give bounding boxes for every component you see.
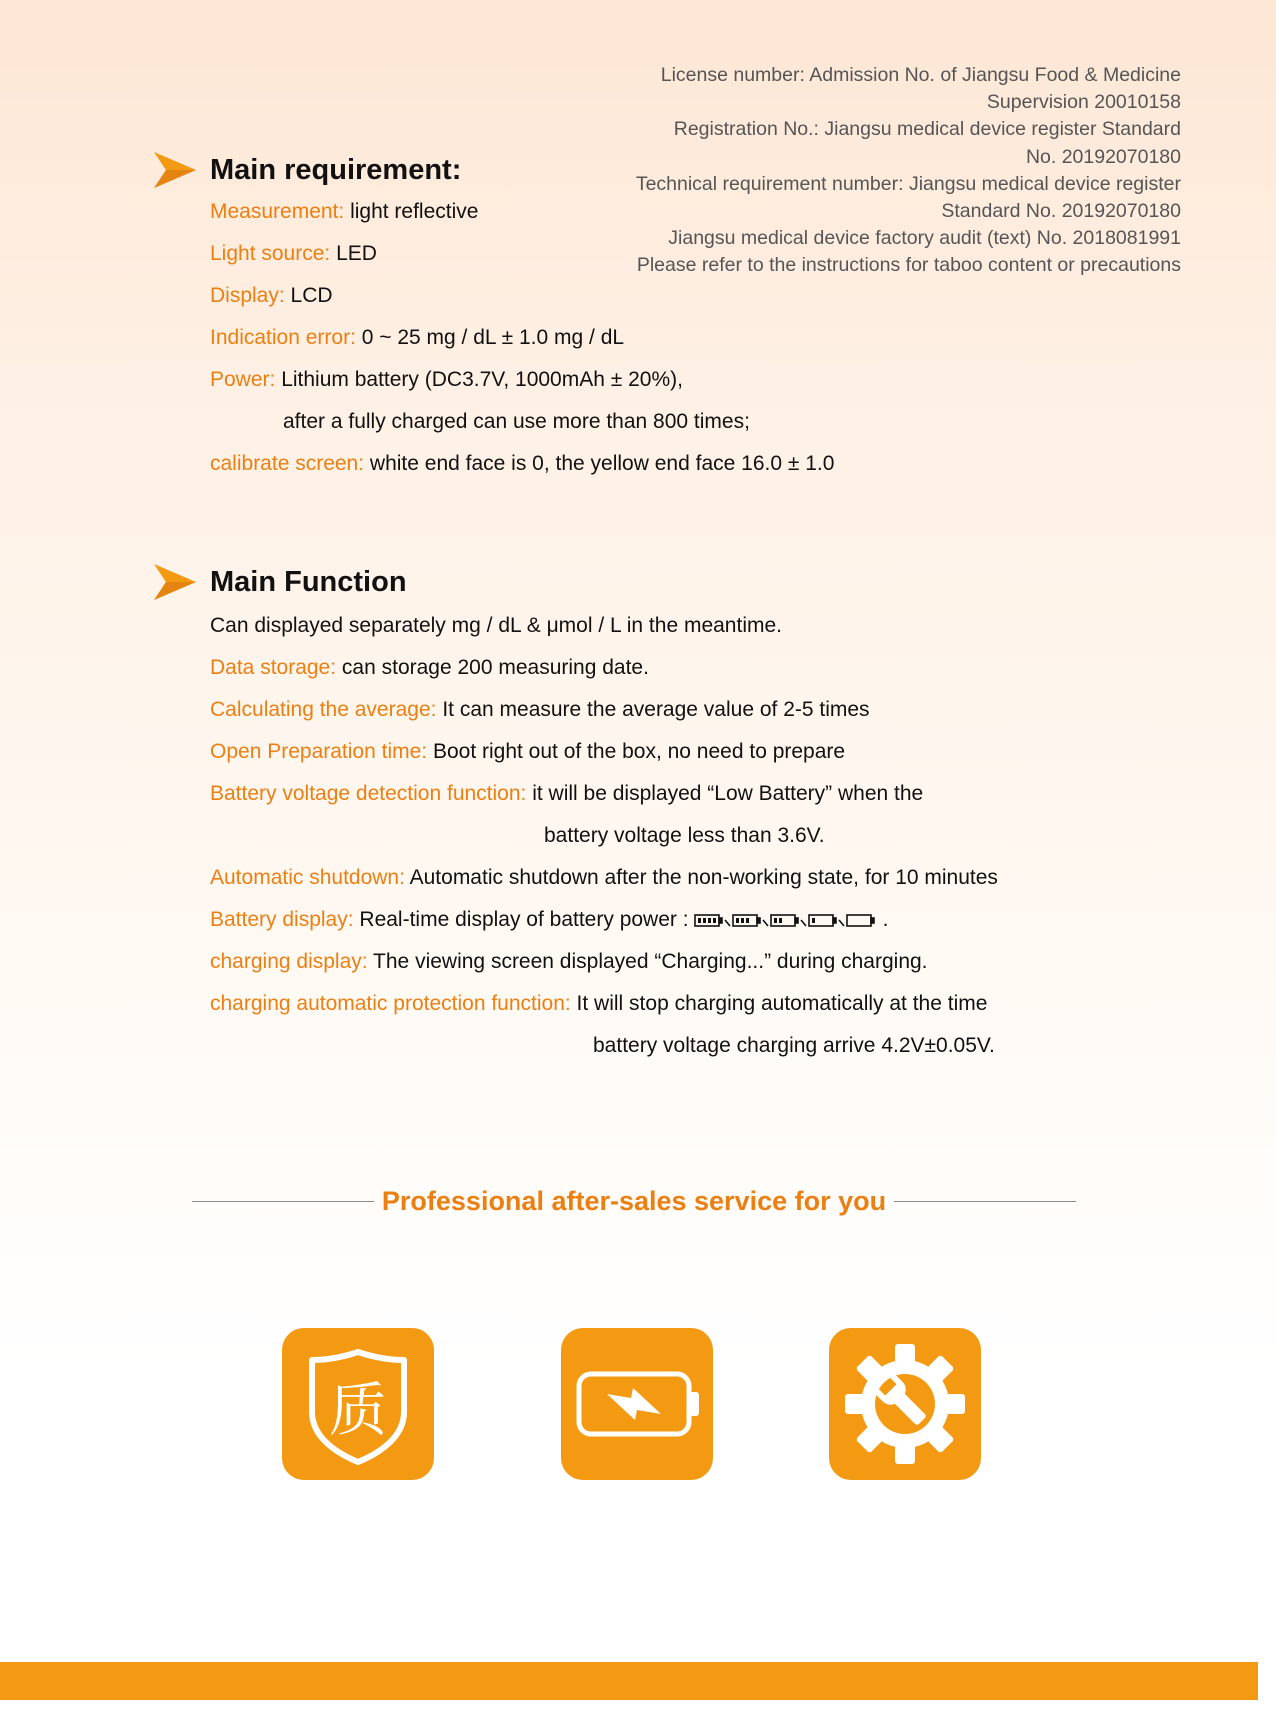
- light-source-row: [210, 242, 377, 266]
- requirement-header: [152, 150, 461, 190]
- data-storage-row: [210, 656, 649, 680]
- license-line: Standard No. 20192070180: [941, 200, 1181, 223]
- calibrate-label: calibrate screen:: [210, 452, 365, 475]
- indication-error-row: [210, 326, 624, 350]
- battery-display-end: .: [882, 908, 889, 931]
- measurement-label: Measurement:: [210, 200, 345, 223]
- charging-display-row: [210, 950, 928, 974]
- average-value: It can measure the average value of 2-5 times: [436, 698, 870, 721]
- function-header: [152, 562, 407, 602]
- charging-display-label: charging display:: [210, 950, 368, 973]
- charging-display-value: The viewing screen displayed “Charging...” during charging.: [367, 950, 928, 973]
- function-intro: Can displayed separately mg / dL & μmol / L in the meantime.: [210, 614, 782, 637]
- calibrate-row: [210, 452, 834, 476]
- shutdown-row: [210, 866, 998, 890]
- preparation-value: Boot right out of the box, no need to prepare: [427, 740, 846, 763]
- divider-right: [894, 1201, 1076, 1202]
- indication-error-label: Indication error:: [210, 326, 356, 349]
- voltage-detect-row: [210, 782, 923, 806]
- display-row: [210, 284, 333, 308]
- license-line: Supervision 20010158: [986, 91, 1181, 114]
- battery-levels-icon: [693, 911, 883, 929]
- protection-continuation: battery voltage charging arrive 4.2V±0.05V.: [593, 1034, 995, 1057]
- battery-display-row: [210, 908, 888, 932]
- license-line: Registration No.: Jiangsu medical device register Standard: [673, 118, 1181, 141]
- battery-charge-icon: [561, 1328, 713, 1480]
- quality-glyph: 质: [328, 1376, 388, 1444]
- footer-bar: [0, 1662, 1258, 1700]
- license-line: Jiangsu medical device factory audit (text) No. 2018081991: [668, 227, 1181, 250]
- power-label: Power:: [210, 368, 276, 391]
- after-sales-heading: [192, 1184, 1076, 1218]
- measurement-value: light reflective: [344, 200, 479, 223]
- protection-row: [210, 992, 987, 1016]
- battery-display-value: Real-time display of battery power :: [353, 908, 689, 931]
- gear-wrench-icon: [829, 1328, 981, 1480]
- license-info: [561, 62, 1181, 280]
- measurement-row: [210, 200, 478, 224]
- requirement-title: Main requirement:: [210, 153, 462, 186]
- license-line: License number: Admission No. of Jiangsu Food & Medicine: [660, 64, 1181, 86]
- protection-label: charging automatic protection function:: [210, 992, 571, 1015]
- license-line: Please refer to the instructions for taboo content or precautions: [636, 254, 1181, 277]
- display-label: Display:: [210, 284, 285, 307]
- calibrate-value: white end face is 0, the yellow end face 16.0 ± 1.0: [364, 452, 835, 475]
- shutdown-value: Automatic shutdown after the non-working state, for 10 minutes: [404, 866, 998, 889]
- voltage-detect-label: Battery voltage detection function:: [210, 782, 527, 805]
- light-source-label: Light source:: [210, 242, 331, 265]
- power-value: Lithium battery (DC3.7V, 1000mAh ± 20%),: [275, 368, 683, 391]
- divider-left: [192, 1201, 374, 1202]
- shutdown-label: Automatic shutdown:: [210, 866, 405, 889]
- data-storage-value: can storage 200 measuring date.: [336, 656, 649, 679]
- battery-display-label: Battery display:: [210, 908, 354, 931]
- voltage-detect-value: it will be displayed “Low Battery” when the: [526, 782, 924, 805]
- after-sales-title: Professional after-sales service for you: [381, 1185, 887, 1216]
- arrow-bullet-icon: [152, 150, 198, 190]
- license-line: Technical requirement number: Jiangsu medical device register: [635, 172, 1181, 195]
- preparation-row: [210, 740, 845, 764]
- protection-value: It will stop charging automatically at the time: [570, 992, 988, 1015]
- function-title: Main Function: [210, 565, 407, 598]
- light-source-value: LED: [330, 242, 377, 265]
- quality-shield-icon: [282, 1328, 434, 1480]
- voltage-detect-continuation: battery voltage less than 3.6V.: [544, 824, 825, 847]
- power-row: [210, 368, 683, 392]
- power-continuation: after a fully charged can use more than 800 times;: [283, 410, 750, 433]
- license-line: No. 20192070180: [1025, 145, 1181, 168]
- average-row: [210, 698, 870, 722]
- arrow-bullet-icon: [152, 562, 198, 602]
- display-value: LCD: [284, 284, 333, 307]
- average-label: Calculating the average:: [210, 698, 437, 721]
- indication-error-value: 0 ~ 25 mg / dL ± 1.0 mg / dL: [355, 326, 625, 349]
- preparation-label: Open Preparation time:: [210, 740, 428, 763]
- data-storage-label: Data storage:: [210, 656, 337, 679]
